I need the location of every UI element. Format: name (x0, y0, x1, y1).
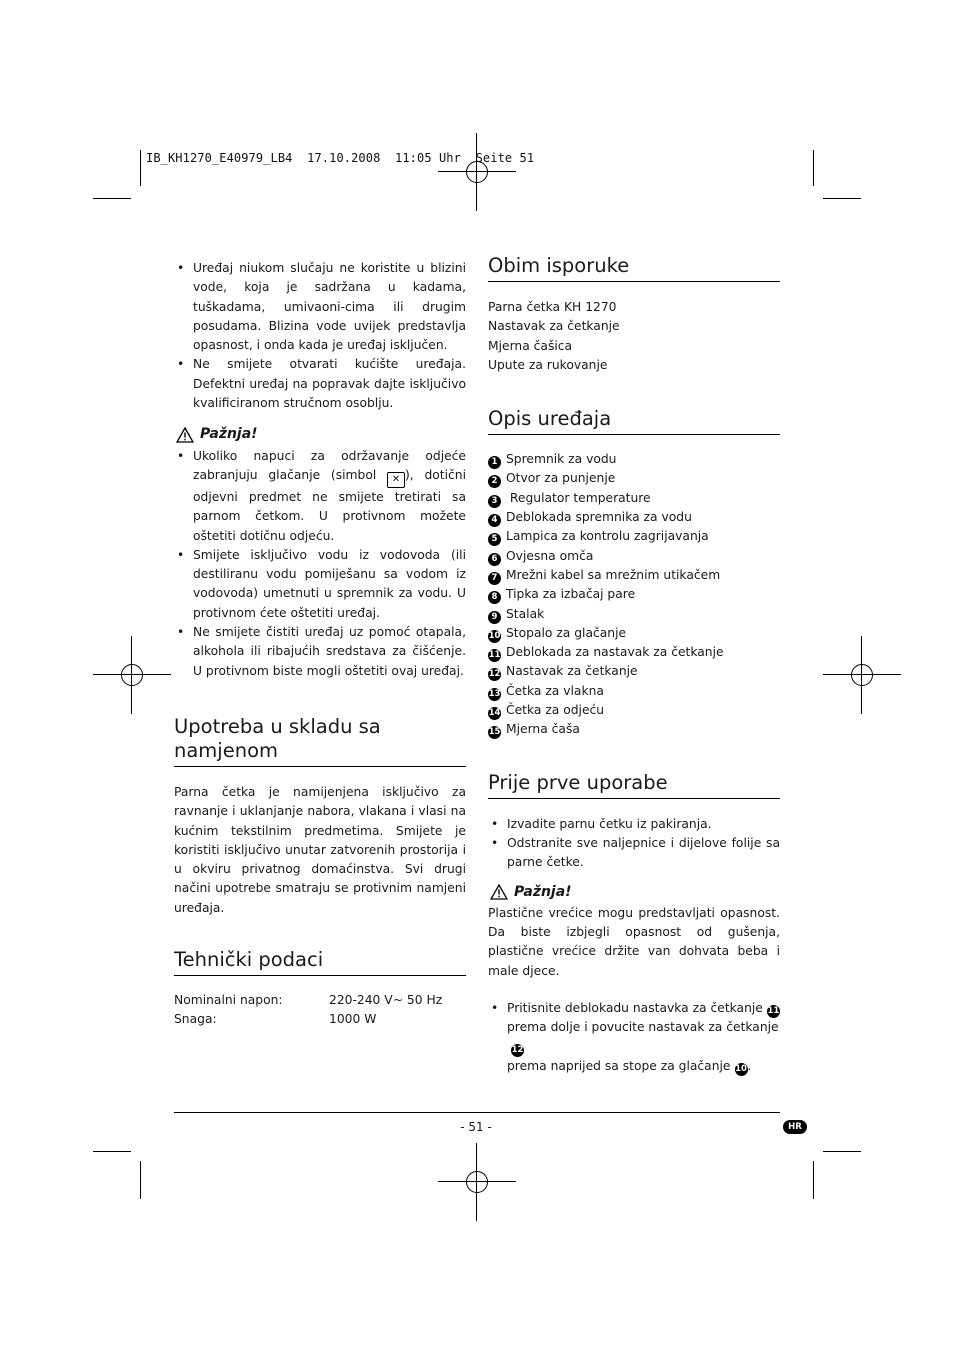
list-item: Mjerna čašica (488, 338, 573, 353)
warning-heading (176, 425, 466, 444)
registration-mark (93, 636, 171, 714)
number-badge: 8 (488, 591, 501, 604)
part-label: Četka za vlakna (506, 683, 604, 698)
section-heading-tech: Tehnički podaci (174, 948, 466, 976)
part-label: Otvor za punjenje (506, 471, 616, 486)
number-badge: 9 (488, 611, 501, 624)
crop-mark (823, 1151, 861, 1152)
first-use-list (488, 815, 780, 873)
crop-mark (140, 1161, 141, 1199)
section-heading-description: Opis uređaja (488, 407, 780, 435)
number-badge: 12 (488, 669, 501, 680)
number-badge: 1 (488, 456, 501, 469)
tech-value: 1000 W (329, 1012, 377, 1027)
part-label: Lampica za kontrolu zagrijavanja (506, 529, 709, 544)
section-heading-first-use: Prije prve uporabe (488, 771, 780, 799)
list-item (488, 585, 780, 604)
list-item (488, 999, 780, 1076)
safety-list (174, 259, 466, 413)
part-label: Mrežni kabel sa mrežnim utikačem (506, 567, 721, 582)
number-badge: 6 (488, 553, 501, 566)
instruction-list (488, 999, 780, 1076)
part-label: Tipka za izbačaj pare (506, 587, 636, 602)
list-item (488, 508, 780, 527)
part-label: Stopalo za glačanje (506, 625, 627, 640)
list-item: • Smijete isključivo vodu iz vodovoda (ili destiliranu vodu pomiješanu sa vodom iz vodovoda) umetnuti u spremnik za vodu. U protivnom ćete oštetiti uređaj. (174, 546, 466, 623)
section-heading-scope: Obim isporuke (488, 254, 780, 282)
list-item: Upute za rukovanje (488, 357, 608, 372)
registration-mark (438, 1143, 516, 1221)
language-badge: HR (783, 1120, 807, 1134)
section-heading-usage: Upotreba u skladu sa namjenom (174, 715, 466, 767)
list-item (488, 566, 780, 585)
crop-mark (813, 150, 814, 186)
warning-heading (490, 883, 780, 902)
warning-title: Pažnja! (514, 883, 572, 900)
warning-paragraph: Plastične vrećice mogu predstavljati opasnost. Da biste izbjegli opasnost od gušenja, plastične vrećice držite van dohvata beba i male djece. (488, 905, 780, 978)
number-badge: 15 (488, 727, 501, 738)
warning-list (174, 447, 466, 681)
list-item: Nastavak za četkanje (488, 319, 620, 334)
item-text: prema naprijed sa stope za glačanje (507, 1058, 731, 1073)
item-text: Pritisnite deblokadu nastavka za četkanje (507, 1001, 763, 1016)
list-item: • Odstranite sve naljepnice i dijelove folije sa parne četke. (488, 834, 780, 873)
part-label: Regulator temperature (506, 490, 651, 505)
number-badge: 13 (488, 688, 501, 699)
part-label: Mjerna čaša (506, 722, 580, 737)
left-column (174, 259, 466, 1030)
number-badge: 10 (735, 1063, 747, 1074)
list-item: • Ne smijete čistiti uređaj uz pomoć otapala, alkohola ili ribajućih sredstava za čišćenje. U protivnom biste mogli oštetiti ovaj uređaj. (174, 623, 466, 681)
no-ironing-symbol-icon: ✕ (387, 472, 405, 488)
number-badge: 14 (488, 708, 501, 719)
list-item: • Izvadite parnu četku iz pakiranja. (488, 815, 780, 834)
list-item (488, 527, 780, 546)
part-label: Četka za odjeću (506, 703, 605, 718)
number-badge: 12 (511, 1044, 524, 1055)
list-item (488, 450, 780, 469)
list-item (488, 643, 780, 662)
part-label: Stalak (506, 606, 545, 621)
number-badge: 7 (488, 572, 501, 585)
crop-mark (140, 150, 141, 186)
list-item (488, 720, 780, 739)
right-column (488, 254, 780, 1076)
list-item (488, 489, 780, 508)
list-item (488, 547, 780, 566)
list-item: Parna četka KH 1270 (488, 300, 617, 314)
table-row (174, 991, 466, 1010)
part-label: Deblokada za nastavak za četkanje (506, 645, 724, 660)
item-text: ), dotični odjevni predmet ne smijete tretirati sa parnom četkom. U protivnom možete oštetiti dotičnu odjeću. (193, 467, 466, 543)
print-slug-line: IB_KH1270_E40979_LB4 17.10.2008 11:05 Uhr Seite 51 (146, 151, 535, 165)
list-item (488, 662, 780, 681)
list-item (488, 469, 780, 488)
warning-triangle-icon (176, 427, 194, 443)
crop-mark (93, 198, 131, 199)
registration-mark (438, 133, 516, 211)
number-badge: 5 (488, 533, 501, 546)
list-item: • Uređaj niukom slučaju ne koristite u blizini vode, koja je sadržana u kadama, tuškadama, umivaoni-cima ili drugim posudama. Blizina vode uvijek predstavlja opasnost, i onda kada je uređaj isključen. (174, 259, 466, 355)
number-badge: 10 (488, 630, 501, 641)
warning-title: Pažnja! (200, 426, 258, 443)
tech-key: Nominalni napon: (174, 993, 283, 1008)
part-label: Deblokada spremnika za vodu (506, 510, 692, 525)
list-item (488, 682, 780, 701)
registration-mark (823, 636, 901, 714)
part-label: Spremnik za vodu (506, 452, 617, 467)
number-badge: 3 (488, 495, 501, 508)
number-badge: 4 (488, 514, 501, 527)
item-text: Ukoliko napuci za održavanje odjeće zabranjuju glačanje (simbol (193, 448, 466, 482)
list-item: • Ne smijete otvarati kućište uređaja. Defektni uređaj na popravak dajte isključivo kvalificiranom stručnom osoblju. (174, 355, 466, 413)
parts-list (488, 450, 780, 739)
list-item (488, 701, 780, 720)
scope-list (488, 298, 780, 375)
tech-table (174, 991, 466, 1030)
item-text: . (747, 1058, 752, 1073)
number-badge: 11 (488, 650, 501, 661)
number-badge: 11 (767, 1006, 780, 1017)
tech-key: Snaga: (174, 1012, 217, 1027)
tech-value: 220-240 V~ 50 Hz (329, 993, 443, 1008)
part-label: Ovjesna omča (506, 548, 594, 563)
list-item (488, 624, 780, 643)
part-label: Nastavak za četkanje (506, 664, 638, 679)
page-number: - 51 - (460, 1120, 492, 1134)
list-item (488, 605, 780, 624)
crop-mark (823, 198, 861, 199)
warning-triangle-icon (490, 884, 508, 900)
table-row (174, 1010, 466, 1029)
number-badge: 2 (488, 475, 501, 488)
list-item (174, 447, 466, 546)
crop-mark (93, 1151, 131, 1152)
footer-rule (174, 1112, 780, 1113)
crop-mark (813, 1161, 814, 1199)
usage-paragraph: Parna četka je namijenjena isključivo za ravnanje i uklanjanje nabora, vlakana i vlasi na kućnim tekstilnim predmetima. Smijete je koristiti isključivo unutar zatvorenih prostorija i u okviru privatnog domaćinstva. Svi drugi načini upotrebe smatraju se protivnim namjeni uređaja. (174, 784, 466, 915)
item-text: prema dolje i povucite nastavak za četkanje (507, 1020, 779, 1035)
